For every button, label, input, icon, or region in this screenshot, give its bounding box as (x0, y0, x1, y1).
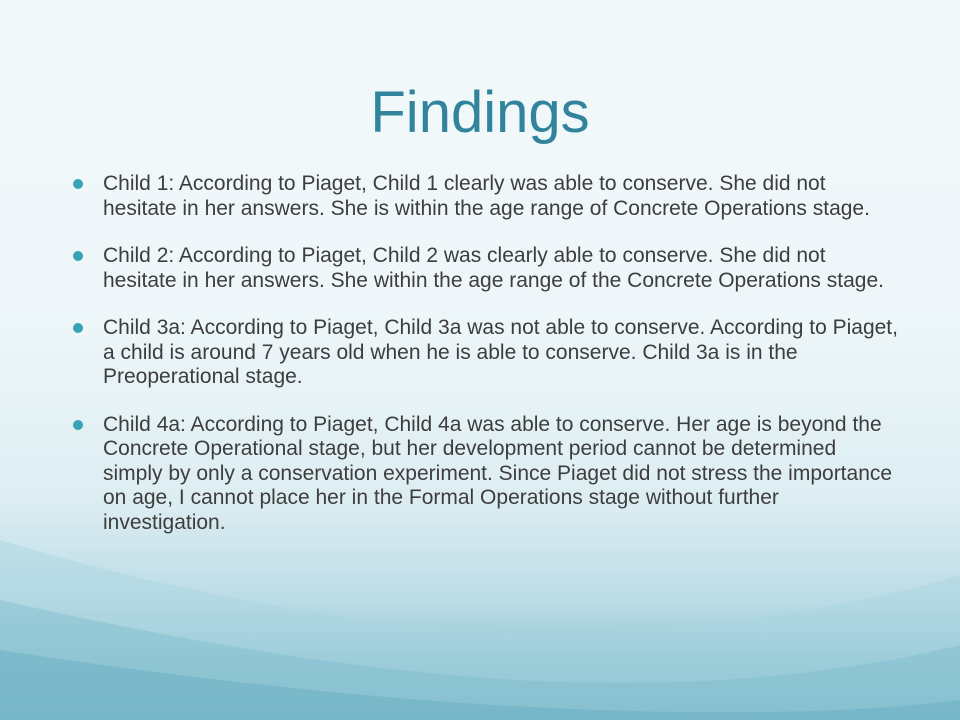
finding-text: Child 4a: According to Piaget, Child 4a was able to conserve. Her age is beyond the Concrete Operational stage, but her development period cannot be determined simply by only a conservation experiment. Since Piaget did not stress the importance on age, I cannot place her in the Formal Operations stage without further investigation. (103, 412, 893, 534)
findings-list (70, 172, 900, 558)
bullet-dot-icon (73, 323, 83, 333)
finding-child-1 (70, 172, 900, 221)
finding-text: Child 3a: According to Piaget, Child 3a was not able to conserve. According to Piaget, a child is around 7 years old when he is able to conserve. Child 3a is in the Preoperational stage. (103, 316, 898, 388)
finding-text: Child 2: According to Piaget, Child 2 was clearly able to conserve. She did not hesitate in her answers. She within the age range of the Concrete Operations stage. (103, 244, 884, 292)
finding-child-3a (70, 316, 900, 390)
finding-child-2 (70, 244, 900, 293)
bullet-dot-icon (73, 179, 83, 189)
finding-child-4a (70, 413, 900, 536)
finding-text: Child 1: According to Piaget, Child 1 clearly was able to conserve. She did not hesitate in her answers. She is within the age range of Concrete Operations stage. (103, 172, 870, 220)
bullet-dot-icon (73, 251, 83, 261)
slide-title: Findings (370, 80, 590, 145)
bullet-dot-icon (73, 420, 83, 430)
